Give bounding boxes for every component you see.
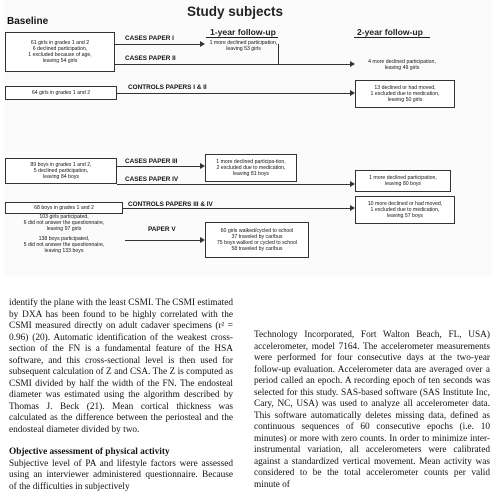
connector	[125, 240, 203, 241]
label-controls-paper-3-4: CONTROLS PAPERS III & IV	[128, 201, 213, 208]
label-cases-paper-2: CASES PAPER II	[125, 55, 176, 62]
connector	[115, 44, 203, 45]
box-girls-baseline: 61 girls in grades 1 and 2 6 declined participation, 1 excluded because of age, leaving 54 girls	[5, 32, 115, 72]
arrow-icon	[350, 61, 355, 67]
label-cases-paper-4: CASES PAPER IV	[125, 176, 179, 183]
right-column	[254, 330, 490, 491]
arrow-icon	[200, 41, 205, 47]
box-girls-2yr: 4 more declined participation, leaving 49 girls	[368, 59, 436, 71]
box-boys-2yr: 1 more declined participation, leaving 80 boys	[355, 170, 451, 192]
left-paragraph-2: Subjective level of PA and lifestyle factors were assessed using an interviewer administered questionnaire. Because of the difficulties in subjectively	[9, 458, 233, 492]
box-paper5-baseline: 103 girls participated, 6 did not answer the questionnaire, leaving 97 girls 138 boys participated, 5 did not answer the questionnaire, leaving 133 boys	[5, 214, 123, 254]
connector	[117, 166, 203, 167]
one-year-underline	[206, 37, 278, 38]
two-year-heading: 2-year follow-up	[357, 27, 423, 37]
right-paragraph-1: Technology Incorporated, Fort Walton Beach, FL, USA) accelerometer, model 7164. The accelerometer measurements were performed for four consecutive days at the two-year follow-up evaluation. Accelerometer data are averaged over a period called an epoch. A recording epoch of ten seconds was selected for this study. SAS-based software (SAS Institute Inc, Cary, NC, USA) was used to analyze all accelerometer data. This software automatically deletes missing data, defined as continuous sequences of 60 consecutive epochs (i.e. 10 minutes) or more with zero counts. In order to minimize inter-instrumental variation, all accelerometers were calibrated against a standardized vertical movement. Mean activity was considered to be the total accelerometer counts per valid minute of	[254, 330, 490, 490]
connector	[117, 93, 353, 94]
section-heading: Objective assessment of physical activity	[9, 447, 170, 457]
box-control-boys-2yr: 10 more declined or had moved, 1 excluded due to medication, leaving 57 boys	[355, 196, 455, 224]
label-paper-5: PAPER V	[148, 226, 176, 233]
box-paper5-travel: 60 girls walked/cycled to school 37 traveled by car/bus 75 boys walked or cycled to school 58 traveled by car/bus	[205, 222, 309, 258]
two-year-underline	[354, 37, 430, 38]
left-paragraph-1: identify the plane with the least CSMI. The CSMI estimated by DXA has been found to be highly correlated with the CSMI measured directly on adult cadaver specimens (r² = 0.96) (20). Automatic identification of the weakest cross-section of the FN is a fundamental feature of the HSA software, and this cross-sectional level is then used for subsequent calculation of Z and CSA. The Z is computed as CSMI divided by half the width of the FN. The endosteal diameter was estimated using the algorithm described by Thomas J. Beck (21). Mean cortical thickness was calculated as the difference between the periosteal and the endosteal diameter divided by two.	[9, 298, 233, 435]
label-controls-paper-1-2: CONTROLS PAPERS I & II	[128, 84, 207, 91]
connector	[115, 64, 353, 65]
left-column	[9, 298, 233, 493]
label-cases-paper-1: CASES PAPER I	[125, 35, 174, 42]
connector	[123, 208, 353, 209]
box-control-boys-baseline: 68 boys in grades 1 and 2	[5, 202, 123, 214]
one-year-heading: 1-year follow-up	[210, 27, 276, 37]
box-boys-1yr: 1 more declined participa-tion, 2 excluded due to medication, leaving 81 boys	[205, 154, 297, 182]
connector	[117, 184, 353, 185]
baseline-heading: Baseline	[7, 16, 49, 27]
box-girls-1yr: 1 more declined participation, leaving 53 girls	[209, 40, 278, 52]
label-cases-paper-3: CASES PAPER III	[125, 158, 178, 165]
figure-title: Study subjects	[187, 4, 284, 19]
box-boys-baseline: 89 boys in grades 1 and 2, 5 declined participation, leaving 84 boys	[5, 158, 117, 184]
box-control-girls-2yr: 13 declined or had moved, 1 excluded due to medication, leaving 50 girls	[355, 80, 455, 108]
box-control-girls-baseline: 64 girls in grades 1 and 2	[5, 86, 117, 100]
